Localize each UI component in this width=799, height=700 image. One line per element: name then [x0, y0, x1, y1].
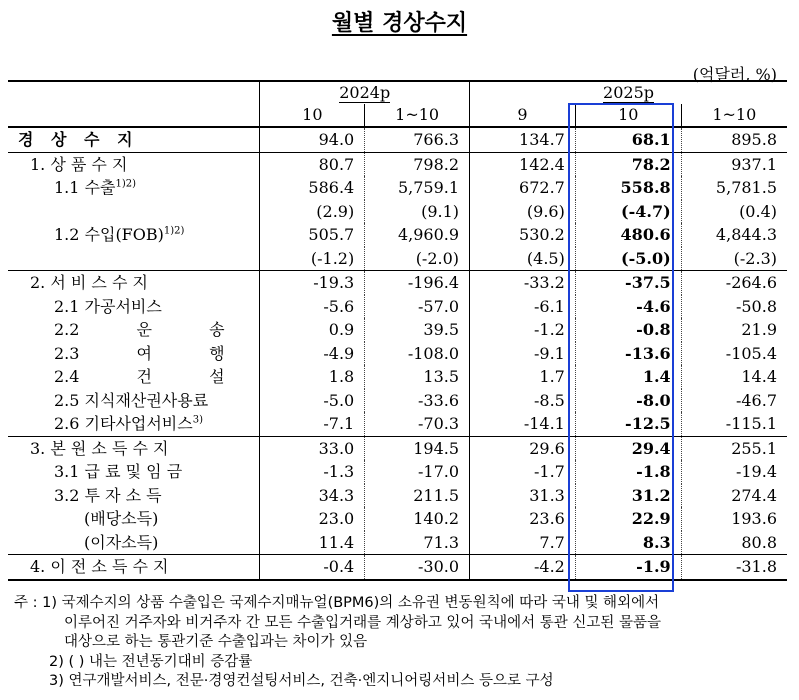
- value-cell: 14.4: [681, 365, 787, 389]
- value-cell: -8.0: [575, 389, 681, 413]
- value-cell: (9.1): [365, 200, 470, 224]
- value-cell: -14.1: [470, 412, 576, 436]
- row-label: 2.1 가공서비스: [54, 296, 162, 316]
- value-cell: 558.8: [575, 176, 681, 200]
- value-cell: 33.0: [260, 436, 365, 460]
- value-cell: -1.2: [470, 318, 576, 342]
- row-label: 2.4 건 설: [54, 367, 225, 386]
- value-cell: 766.3: [365, 127, 470, 152]
- row-label: 1.2 수입(FOB)$^{1)2)}$: [54, 225, 185, 244]
- value-cell: -57.0: [365, 295, 470, 319]
- value-cell: -33.2: [470, 271, 576, 295]
- value-cell: 4,960.9: [365, 223, 470, 247]
- row-label: 3.1 급 료 및 임 금: [54, 462, 183, 481]
- row-label: 1. 상 품 수 지: [8, 152, 260, 176]
- footnote-1: 주 : 1) 국제수지의 상품 수출입은 국제수지매뉴얼(BPM6)의 소유권 변동원칙에 따라 국내 및 해외에서: [14, 595, 660, 611]
- value-cell: 505.7: [260, 223, 365, 247]
- value-cell: -4.9: [260, 342, 365, 366]
- value-cell: -37.5: [575, 271, 681, 295]
- value-cell: 530.2: [470, 223, 576, 247]
- footnote-1-cont: 대상으로 하는 통관기준 수출입과는 차이가 있음: [64, 634, 368, 650]
- row-label: 2.3 여 행: [54, 343, 225, 363]
- year-2024-header: 2024p: [260, 81, 470, 104]
- value-cell: 39.5: [365, 318, 470, 342]
- row-label: 2.6 기타사업서비스$^{3)}$: [54, 414, 203, 433]
- value-cell: 274.4: [681, 484, 787, 508]
- value-cell: 68.1: [575, 127, 681, 152]
- value-cell: -1.9: [575, 555, 681, 580]
- value-cell: 5,781.5: [681, 176, 787, 200]
- value-cell: -8.5: [470, 389, 576, 413]
- value-cell: 31.2: [575, 484, 681, 508]
- value-cell: 937.1: [681, 152, 787, 176]
- value-cell: 34.3: [260, 484, 365, 508]
- value-cell: 194.5: [365, 436, 470, 460]
- value-cell: 672.7: [470, 176, 576, 200]
- value-cell: 29.4: [575, 436, 681, 460]
- value-cell: 1.7: [470, 365, 576, 389]
- footnote-2: 2) ( ) 내는 전년동기대비 증감률: [49, 653, 253, 670]
- row-label: 2.2 운 송: [54, 320, 225, 339]
- value-cell: 211.5: [365, 484, 470, 508]
- value-cell: 5,759.1: [365, 176, 470, 200]
- value-cell: -196.4: [365, 271, 470, 295]
- value-cell: -46.7: [681, 389, 787, 413]
- value-cell: (0.4): [681, 200, 787, 224]
- value-cell: -6.1: [470, 295, 576, 319]
- row-label: 3.2 투 자 소 득: [54, 485, 162, 505]
- footnote-1-cont: 이루어진 거주자와 비거주자 간 모든 수출입거래를 계상하고 있어 국내에서 통관 신고된 물품을: [64, 614, 661, 631]
- value-cell: 586.4: [260, 176, 365, 200]
- value-cell: 31.3: [470, 484, 576, 508]
- value-cell: 0.9: [260, 318, 365, 342]
- value-cell: 22.9: [575, 507, 681, 531]
- value-cell: 193.6: [681, 507, 787, 531]
- unit-label: (억달러, %): [692, 65, 777, 84]
- value-cell: (2.9): [260, 200, 365, 224]
- value-cell: 1.4: [575, 365, 681, 389]
- value-cell: (-4.7): [575, 200, 681, 224]
- value-cell: -0.8: [575, 318, 681, 342]
- value-cell: (-2.0): [365, 247, 470, 271]
- period-header: 10: [575, 104, 681, 127]
- row-label: 2.5 지식재산권사용료: [54, 390, 209, 410]
- value-cell: 140.2: [365, 507, 470, 531]
- value-cell: 798.2: [365, 152, 470, 176]
- footnote-3: 3) 연구개발서비스, 전문·경영컨설팅서비스, 건축·엔지니어링서비스 등으로 구성: [49, 673, 554, 689]
- value-cell: (-5.0): [575, 247, 681, 271]
- period-header: 10: [260, 104, 365, 127]
- value-cell: (-2.3): [681, 247, 787, 271]
- value-cell: 13.5: [365, 365, 470, 389]
- row-label: [8, 247, 260, 271]
- value-cell: 480.6: [575, 223, 681, 247]
- value-cell: 80.8: [681, 531, 787, 555]
- period-header: 1~10: [681, 104, 787, 127]
- value-cell: 23.0: [260, 507, 365, 531]
- value-cell: -4.2: [470, 555, 576, 580]
- value-cell: (4.5): [470, 247, 576, 271]
- row-label: (이자소득): [84, 532, 159, 552]
- value-cell: -33.6: [365, 389, 470, 413]
- value-cell: 142.4: [470, 152, 576, 176]
- value-cell: -70.3: [365, 412, 470, 436]
- value-cell: -19.4: [681, 460, 787, 484]
- value-cell: 78.2: [575, 152, 681, 176]
- value-cell: -1.8: [575, 460, 681, 484]
- row-label: 2. 서 비 스 수 지: [8, 271, 260, 295]
- value-cell: 7.7: [470, 531, 576, 555]
- value-cell: 94.0: [260, 127, 365, 152]
- value-cell: -1.7: [470, 460, 576, 484]
- period-header: 9: [470, 104, 576, 127]
- value-cell: 1.8: [260, 365, 365, 389]
- value-cell: -5.0: [260, 389, 365, 413]
- value-cell: -12.5: [575, 412, 681, 436]
- value-cell: -50.8: [681, 295, 787, 319]
- value-cell: -5.6: [260, 295, 365, 319]
- value-cell: 71.3: [365, 531, 470, 555]
- value-cell: 11.4: [260, 531, 365, 555]
- value-cell: 21.9: [681, 318, 787, 342]
- value-cell: -264.6: [681, 271, 787, 295]
- page-title: 월별 경상수지: [331, 10, 468, 36]
- value-cell: 895.8: [681, 127, 787, 152]
- value-cell: -1.3: [260, 460, 365, 484]
- value-cell: 4,844.3: [681, 223, 787, 247]
- header-year-row: [8, 81, 787, 104]
- value-cell: 23.6: [470, 507, 576, 531]
- value-cell: -9.1: [470, 342, 576, 366]
- value-cell: 134.7: [470, 127, 576, 152]
- value-cell: -108.0: [365, 342, 470, 366]
- value-cell: 29.6: [470, 436, 576, 460]
- row-label: [8, 200, 260, 224]
- footnotes: [14, 594, 661, 692]
- value-cell: -0.4: [260, 555, 365, 580]
- value-cell: -115.1: [681, 412, 787, 436]
- row-label: 3. 본 원 소 득 수 지: [8, 436, 260, 460]
- value-cell: -31.8: [681, 555, 787, 580]
- value-cell: -4.6: [575, 295, 681, 319]
- value-cell: -30.0: [365, 555, 470, 580]
- value-cell: -19.3: [260, 271, 365, 295]
- value-cell: -17.0: [365, 460, 470, 484]
- highlight-box: [568, 103, 674, 592]
- row-label: 4. 이 전 소 득 수 지: [8, 555, 260, 580]
- value-cell: (-1.2): [260, 247, 365, 271]
- row-label: (배당소득): [84, 509, 159, 528]
- value-cell: -7.1: [260, 412, 365, 436]
- value-cell: (9.6): [470, 200, 576, 224]
- row-label: 경 상 수 지: [8, 127, 260, 152]
- period-header: 1~10: [365, 104, 470, 127]
- value-cell: -105.4: [681, 342, 787, 366]
- value-cell: 255.1: [681, 436, 787, 460]
- value-cell: 8.3: [575, 531, 681, 555]
- value-cell: 80.7: [260, 152, 365, 176]
- value-cell: -13.6: [575, 342, 681, 366]
- row-label: 1.1 수출$^{1)2)}$: [54, 178, 136, 197]
- year-2025-header: 2025p: [470, 81, 787, 104]
